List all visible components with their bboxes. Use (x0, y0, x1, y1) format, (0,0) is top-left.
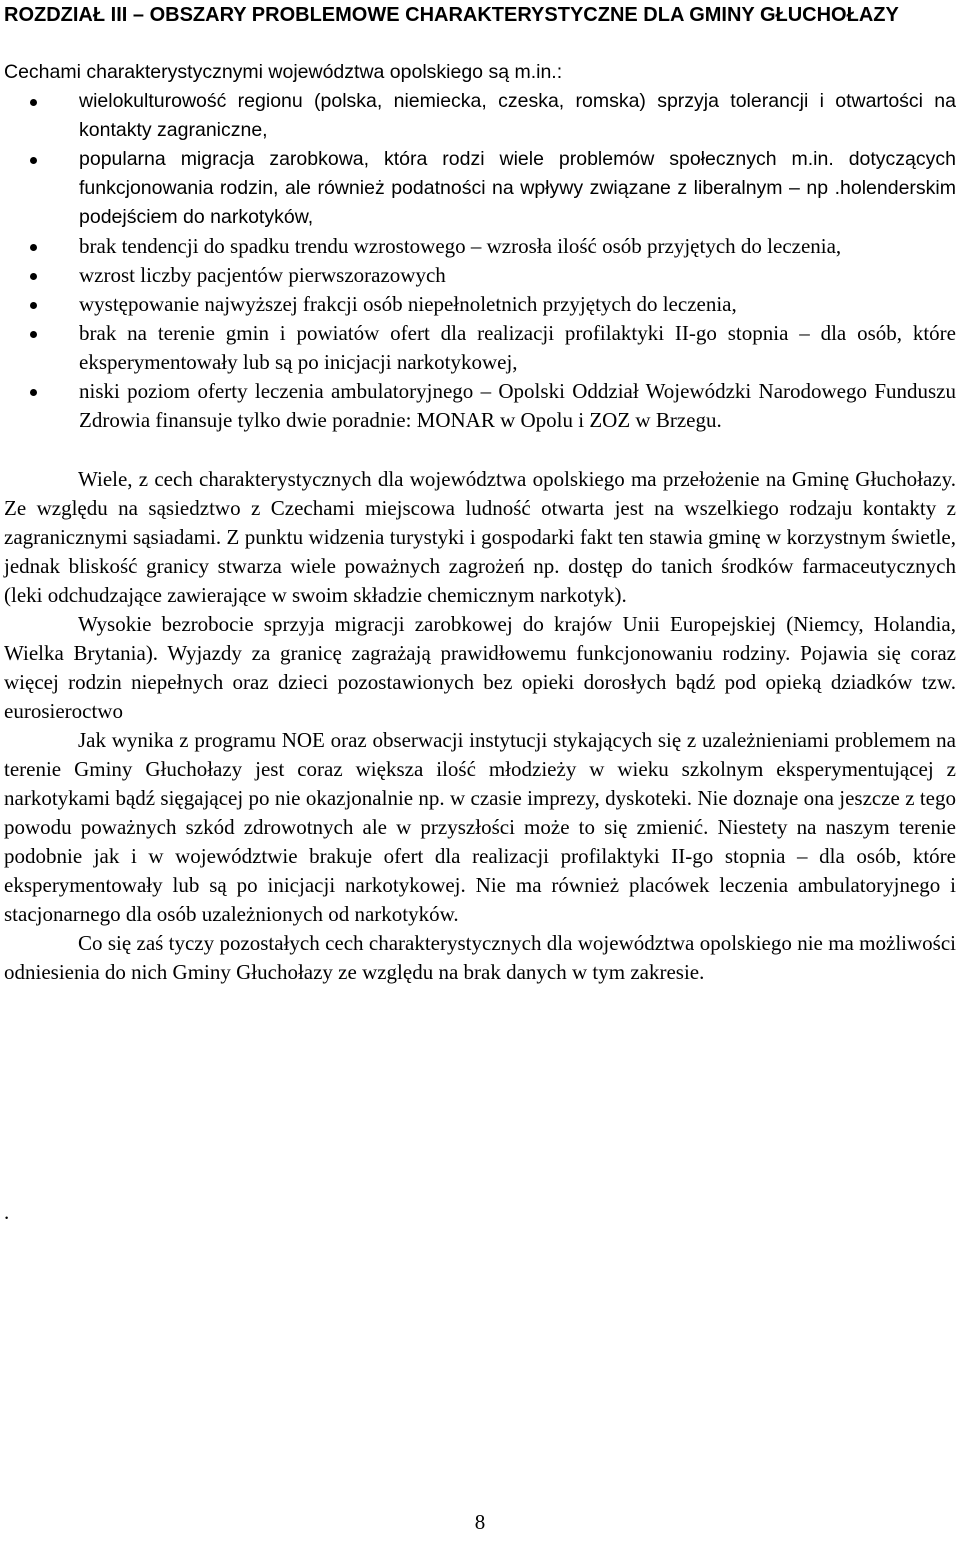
chapter-heading (4, 0, 956, 30)
page-number: 8 (474, 1510, 486, 1534)
paragraph: Wiele, z cech charakterystycznych dla województwa opolskiego ma przełożenie na Gminę Głuchołazy. Ze względu na sąsiedztwo z Czechami miejscowa ludność otwarta jest na wszelkiego rodzaju kontakty z zagranicznymi sąsiadami. Z punktu widzenia turystyki i gospodarki fakt ten stawia gminę w korzystnym świetle, jednak bliskość granicy stwarza wiele poważnych zagrożeń np. dostęp do tanich środków farmaceutycznych (leki odchudzające zawierające w swoim składzie chemicznym narkotyk). (4, 467, 956, 607)
stray-period: . (4, 1200, 10, 1224)
document-page (4, 0, 956, 987)
list-item: popularna migracja zarobkowa, która rodzi wiele problemów społecznych m.in. dotyczących funkcjonowania rodzin, ale również podatności na wpływy związane z liberalnym – np .holenderskim podejściem do narkotyków, (4, 145, 956, 232)
body-text (4, 465, 956, 987)
bullet-icon (30, 331, 37, 338)
paragraph: Wysokie bezrobocie sprzyja migracji zarobkowej do krajów Unii Europejskiej (Niemcy, Holandia, Wielka Brytania). Wyjazdy za granicę zagrażają prawidłowemu funkcjonowaniu rodziny. Pojawia się coraz więcej rodzin niepełnych oraz dzieci pozostawionych bez opieki dorosłych bądź pod opieką dziadków tzw. eurosieroctwo (4, 612, 956, 723)
bullet-icon (30, 273, 37, 280)
intro-text: Cechami charakterystycznymi województwa opolskiego są m.in.: (4, 61, 563, 83)
bullet-icon (30, 244, 37, 251)
bullet-icon (30, 157, 37, 164)
paragraph: Jak wynika z programu NOE oraz obserwacji instytucji stykających się z uzależnieniami problemem na terenie Gminy Głuchołazy jest coraz większa ilość młodzieży w wieku szkolnym eksperymentującej z narkotykami bądź sięgającej po nie okazjonalnie np. w czasie imprezy, dyskoteki. Nie doznaje ona jeszcze z tego powodu poważnych szkód zdrowotnych ale w przyszłości może to się zmienić. Niestety na naszym terenie podobnie jak i w województwie brakuje ofert dla realizacji profilaktyki II-go stopnia – dla osób, które eksperymentowały lub są po inicjacji narkotykowej. Nie ma również placówek leczenia ambulatoryjnego i stacjonarnego dla osób uzależnionych od narkotyków. (4, 728, 956, 926)
chapter-title: – OBSZARY PROBLEMOWE CHARAKTERYSTYCZNE DLA GMINY GŁUCHOŁAZY (127, 4, 899, 26)
chapter-number: ROZDZIAŁ III (4, 4, 128, 26)
list-item: brak na terenie gmin i powiatów ofert dla realizacji profilaktyki II-go stopnia – dla osób, które eksperymentowały lub są po inicjacji narkotykowej, (4, 319, 956, 377)
bullet-icon (30, 302, 37, 309)
list-item: brak tendencji do spadku trendu wzrostowego – wzrosła ilość osób przyjętych do leczenia, (4, 232, 956, 261)
list-item: wzrost liczby pacjentów pierwszorazowych (4, 261, 956, 290)
list-item: wielokulturowość regionu (polska, niemiecka, czeska, romska) sprzyja tolerancji i otwartości na kontakty zagraniczne, (4, 87, 956, 145)
paragraph: Co się zaś tyczy pozostałych cech charakterystycznych dla województwa opolskiego nie ma możliwości odniesienia do nich Gminy Głuchołazy ze względu na brak danych w tym zakresie. (4, 931, 956, 984)
list-item: występowanie najwyższej frakcji osób niepełnoletnich przyjętych do leczenia, (4, 290, 956, 319)
bullet-icon (30, 99, 37, 106)
bullet-list (4, 87, 956, 435)
bullet-icon (30, 389, 37, 396)
list-item: niski poziom oferty leczenia ambulatoryjnego – Opolski Oddział Wojewódzki Narodowego Funduszu Zdrowia finansuje tylko dwie poradnie: MONAR w Opolu i ZOZ w Brzegu. (4, 377, 956, 435)
